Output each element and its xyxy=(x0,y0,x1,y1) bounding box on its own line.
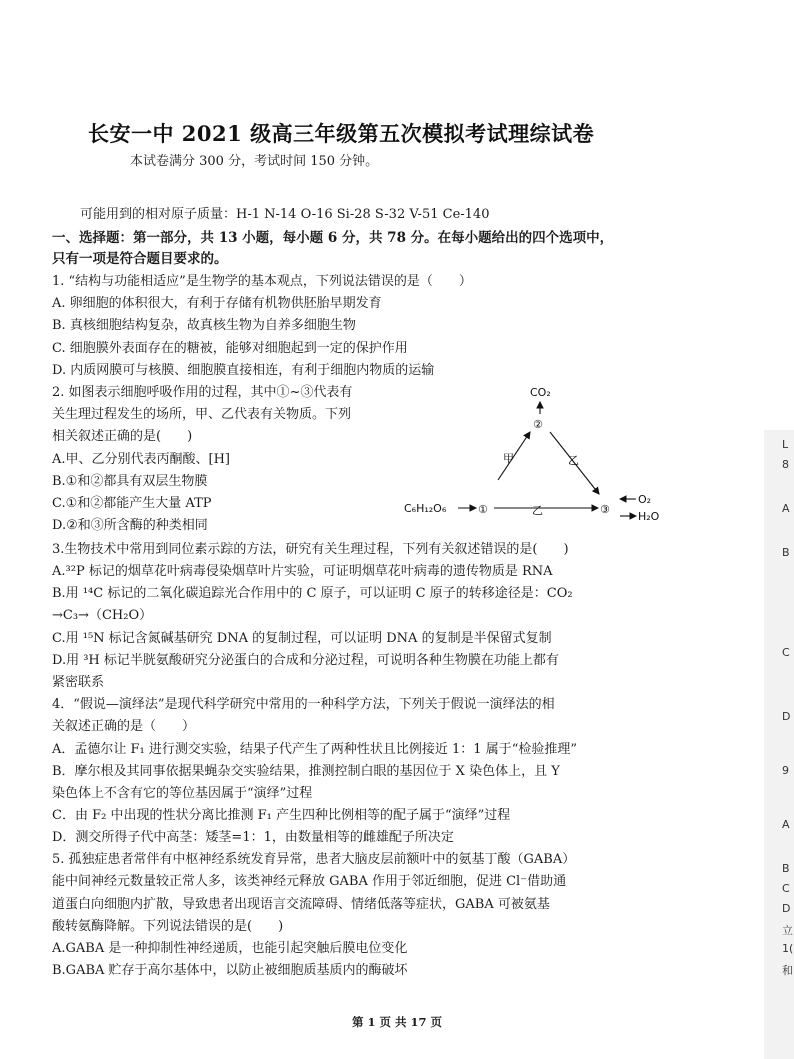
edge-glyph: 立 xyxy=(782,924,793,937)
q4-option-b-line2: 染色体上不含有它的等位基因属于“演绎”过程 xyxy=(52,786,313,801)
q2-stem-line1: 2. 如图表示细胞呼吸作用的过程，其中①~③代表有 xyxy=(52,385,353,400)
q3-option-b-line1: B.用 ¹⁴C 标记的二氧化碳追踪光合作用中的 C 原子，可以证明 C 原子的转移途径是：CO₂ xyxy=(52,586,573,601)
edge-glyph: 9 xyxy=(782,764,789,777)
q1-option-b: B. 真核细胞结构复杂，故真核生物为自养多细胞生物 xyxy=(52,318,356,333)
q4-option-c: C．由 F₂ 中出现的性状分离比推测 F₁ 产生四种比例相等的配子属于“演绎”过程 xyxy=(52,808,511,823)
q2-option-b: B.①和②都具有双层生物膜 xyxy=(52,474,208,489)
q5-stem-line4: 酸转氨酶降解。下列说法错误的是( ) xyxy=(52,919,284,934)
diagram-glucose-label: C₆H₁₂O₆ xyxy=(404,502,447,515)
exam-title: 长安一中 2021 级高三年级第五次模拟考试理综试卷 xyxy=(88,121,595,146)
q3-option-a: A.³²P 标记的烟草花叶病毒侵染烟草叶片实验，可证明烟草花叶病毒的遗传物质是 RNA xyxy=(52,564,553,579)
edge-glyph: 和 xyxy=(782,964,793,977)
diagram-o2-label: O₂ xyxy=(638,493,652,506)
edge-glyph: A xyxy=(782,502,790,515)
page-footer: 第 1 页 共 17 页 xyxy=(351,1015,443,1029)
edge-glyph: D xyxy=(782,902,791,915)
edge-glyph: B xyxy=(782,546,790,559)
atomic-masses: 可能用到的相对原子质量：H-1 N-14 O-16 Si-28 S-32 V-51 Ce-140 xyxy=(80,207,490,222)
adjacent-page-edge xyxy=(764,430,794,1059)
q3-option-b-line2: →C₃→（CH₂O） xyxy=(52,608,153,623)
q4-option-d: D．测交所得子代中高茎：矮茎=1：1，由数量相等的雌雄配子所决定 xyxy=(52,830,454,845)
diagram-label-yi-bottom: 乙 xyxy=(532,504,543,517)
exam-subtitle: 本试卷满分 300 分，考试时间 150 分钟。 xyxy=(130,154,379,169)
edge-glyph: 1( xyxy=(782,942,794,955)
q5-option-b: B.GABA 贮存于高尔基体中，以防止被细胞质基质内的酶破坏 xyxy=(52,963,408,978)
q2-option-a: A.甲、乙分别代表丙酮酸、[H] xyxy=(52,452,231,467)
q3-option-d-line2: 紧密联系 xyxy=(52,675,105,690)
q5-stem-line3: 道蛋白向细胞内扩散，导致患者出现语言交流障碍、情绪低落等症状，GABA 可被氨基 xyxy=(52,897,550,912)
q3-stem: 3.生物技术中常用到同位素示踪的方法，研究有关生理过程，下列有关叙述错误的是( ) xyxy=(52,542,569,557)
edge-glyph: 8 xyxy=(782,458,789,471)
edge-glyph: D xyxy=(782,710,791,723)
q5-stem-line2: 能中间神经元数量较正常人多，该类神经元释放 GABA 作用于邻近细胞，促进 Cl⁻借助通 xyxy=(52,874,567,889)
q4-stem-line1: 4．“假说—演绎法”是现代科学研究中常用的一种科学方法，下列关于假说一演绎法的相 xyxy=(52,697,555,712)
q2-stem-line2: 关生理过程发生的场所，甲、乙代表有关物质。下列 xyxy=(52,407,352,422)
edge-glyph: B xyxy=(782,862,790,875)
q1-option-c: C. 细胞膜外表面存在的糖被，能够对细胞起到一定的保护作用 xyxy=(52,341,408,356)
respiration-diagram xyxy=(400,380,664,525)
diagram-node-2: ② xyxy=(533,418,543,431)
q5-stem-line1: 5. 孤独症患者常伴有中枢神经系统发育异常，患者大脑皮层前额叶中的氨基丁酸（GABA） xyxy=(52,852,576,867)
q3-option-d-line1: D.用 ³H 标记半胱氨酸研究分泌蛋白的合成和分泌过程，可说明各种生物膜在功能上都有 xyxy=(52,653,559,668)
q1-option-d: D. 内质网膜可与核膜、细胞膜直接相连，有利于细胞内物质的运输 xyxy=(52,363,435,378)
q5-option-a: A.GABA 是一种抑制性神经递质，也能引起突触后膜电位变化 xyxy=(52,941,408,956)
diagram-h2o-label: H₂O xyxy=(638,510,660,523)
q2-option-c: C.①和②都能产生大量 ATP xyxy=(52,496,212,511)
edge-glyph: L xyxy=(782,438,789,451)
diagram-label-jia: 甲 xyxy=(503,452,514,465)
edge-glyph: C xyxy=(782,882,790,895)
edge-glyph: C xyxy=(782,646,790,659)
q4-stem-line2: 关叙述正确的是（ ） xyxy=(52,719,196,734)
q4-option-a: A．孟德尔让 F₁ 进行测交实验，结果子代产生了两种性状且比例接近 1：1 属于“检验推理” xyxy=(52,742,577,757)
section-heading-line2: 只有一项是符合题目要求的。 xyxy=(52,251,228,267)
diagram-node-1: ① xyxy=(478,503,488,516)
q2-stem-line3: 相关叙述正确的是( ) xyxy=(52,429,193,444)
edge-glyph: A xyxy=(782,818,790,831)
q4-option-b-line1: B．摩尔根及其同事依据果蝇杂交实验结果，推测控制白眼的基因位于 X 染色体上，且 Y xyxy=(52,764,560,779)
diagram-co2-label: CO₂ xyxy=(530,386,551,399)
q2-option-d: D.②和③所含酶的种类相同 xyxy=(52,518,208,533)
q3-option-c: C.用 ¹⁵N 标记含氮碱基研究 DNA 的复制过程，可以证明 DNA 的复制是半保留式复制 xyxy=(52,631,552,646)
diagram-node-3: ③ xyxy=(600,503,610,516)
diagram-label-yi-right: 乙 xyxy=(568,454,579,467)
q1-option-a: A. 卵细胞的体积很大，有利于存储有机物供胚胎早期发育 xyxy=(52,296,382,311)
section-heading-line1: 一、选择题：第一部分，共 13 小题，每小题 6 分，共 78 分。在每小题给出的四个选项中， xyxy=(52,230,614,246)
q1-stem: 1. “结构与功能相适应”是生物学的基本观点，下列说法错误的是（ ） xyxy=(52,274,472,289)
